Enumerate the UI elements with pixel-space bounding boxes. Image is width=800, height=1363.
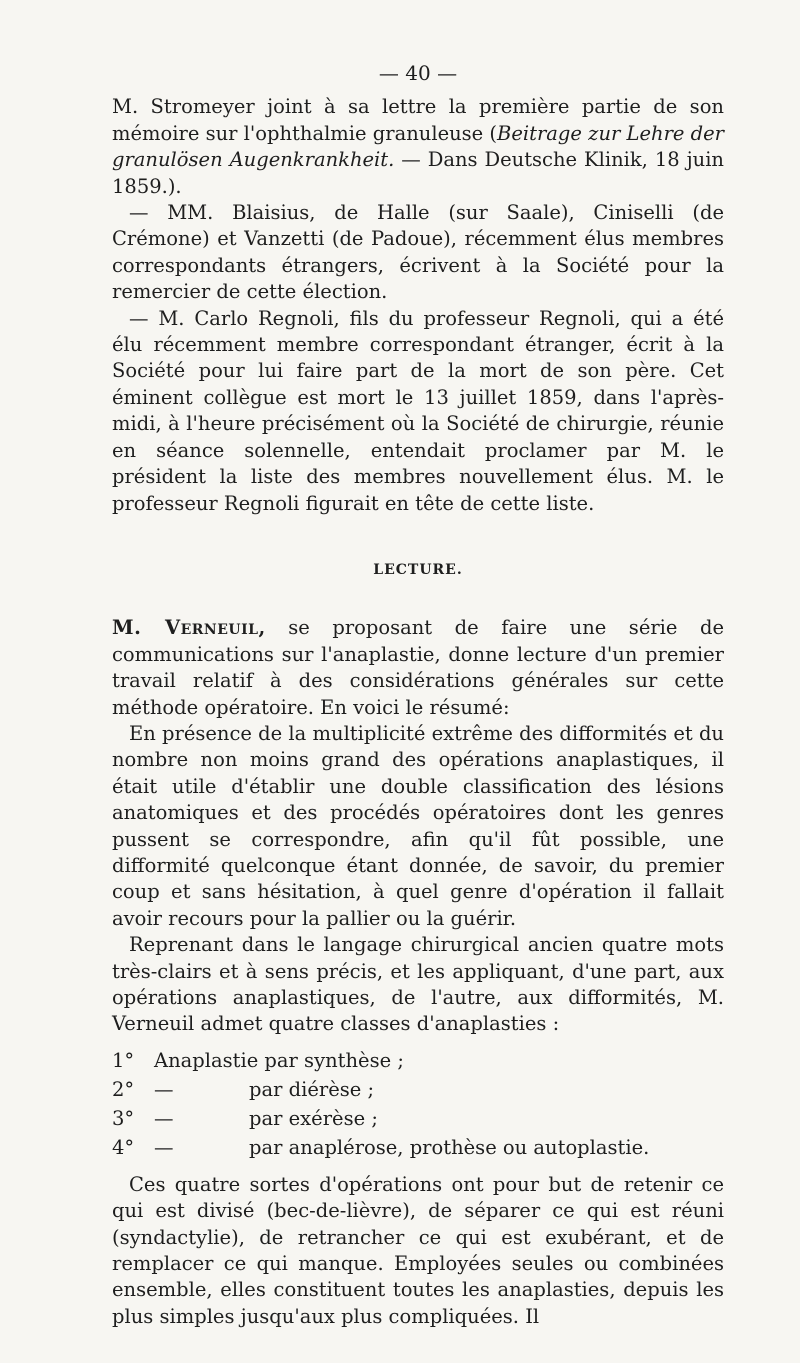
classes-list xyxy=(112,1048,724,1164)
list-item-text: par exérèse ; xyxy=(249,1106,378,1130)
paragraph-presence: En présence de la multiplicité extrême des difformités et du nombre non moins grand des opérations anaplastiques, il était utile d'établir une double classification des lésions anatomiques et des procédés opératoires dont les genres pussent se correspondre, afin qu'il fût possible, une difformité quelconque étant donnée, de savoir, du premier coup et sans hésitation, à quel genre d'opération il fallait avoir recours pour la pallier ou la guérir. xyxy=(112,721,724,930)
list-item-dash: — xyxy=(154,1135,174,1159)
paragraph-regnoli: — M. Carlo Regnoli, fils du professeur Regnoli, qui a été élu récemment membre correspondant étranger, écrit à la Société pour lui faire part de la mort de son père. Cet éminent collègue est mort le 13 juillet 1859, dans l'après-midi, à l'heure précisément où la Société de chirurgie, réunie en séance solennelle, entendait proclamer par M. le président la liste des membres nouvellement élus. M. le professeur Regnoli figurait en tête de cette liste. xyxy=(112,306,724,515)
paragraph-verneuil-intro xyxy=(112,615,724,721)
list-item-text: Anaplastie par synthèse ; xyxy=(154,1048,404,1072)
section-heading: LECTURE. xyxy=(373,561,463,578)
speaker-name: M. Verneuil, xyxy=(112,616,266,640)
list-item-number: 2° xyxy=(112,1077,135,1101)
list-item-number: 4° xyxy=(112,1135,135,1159)
list-item-number: 3° xyxy=(112,1106,135,1130)
paragraph-stromeyer-ref: — Dans Deutsche Klinik, 18 juin 1859.). xyxy=(112,148,724,198)
paragraph-stromeyer xyxy=(112,94,724,200)
page-number: — 40 — xyxy=(378,61,458,85)
paragraph-stromeyer-title: Beitrage zur Lehre der granulösen Augenkrankheit. xyxy=(112,121,725,172)
paragraph-stromeyer-text: M. Stromeyer joint à sa lettre la première partie de son mémoire sur l'ophthalmie granuleuse ( xyxy=(112,95,724,145)
list-item-dash: — xyxy=(154,1077,174,1101)
paragraph-quatre-sortes: Ces quatre sortes d'opérations ont pour but de retenir ce qui est divisé (bec-de-lièvre), de séparer ce qui est réuni (syndactylie), de retrancher ce qui est exubérant, et de remplacer ce qui manque. Employées seules ou combinées ensemble, elles constituent toutes les anaplasties, depuis les plus simples jusqu'aux plus compliquées. Il xyxy=(112,1172,724,1328)
list-item xyxy=(112,1135,724,1164)
list-item-text: par anaplérose, prothèse ou autoplastie. xyxy=(249,1135,650,1159)
list-item xyxy=(112,1048,724,1077)
document-page xyxy=(112,60,724,1330)
paragraph-verneuil-intro-text: se proposant de faire une série de communications sur l'anaplastie, donne lecture d'un premier travail relatif à des considérations générales sur cette méthode opératoire. En voici le résumé: xyxy=(112,616,724,719)
list-item xyxy=(112,1106,724,1135)
list-item-text: par diérèse ; xyxy=(249,1077,375,1101)
list-item-dash: — xyxy=(154,1106,174,1130)
paragraph-reprenant: Reprenant dans le langage chirurgical ancien quatre mots très-clairs et à sens précis, et les appliquant, d'une part, aux opérations anaplastiques, de l'autre, aux difformités, M. Verneuil admet quatre classes d'anaplasties : xyxy=(112,933,724,1036)
paragraph-blaisius: — MM. Blaisius, de Halle (sur Saale), Ciniselli (de Crémone) et Vanzetti (de Padoue), récemment élus membres correspondants étrangers, écrivent à la Société pour la remercier de cette élection. xyxy=(112,201,724,304)
list-item-number: 1° xyxy=(112,1048,135,1072)
list-item xyxy=(112,1077,724,1106)
